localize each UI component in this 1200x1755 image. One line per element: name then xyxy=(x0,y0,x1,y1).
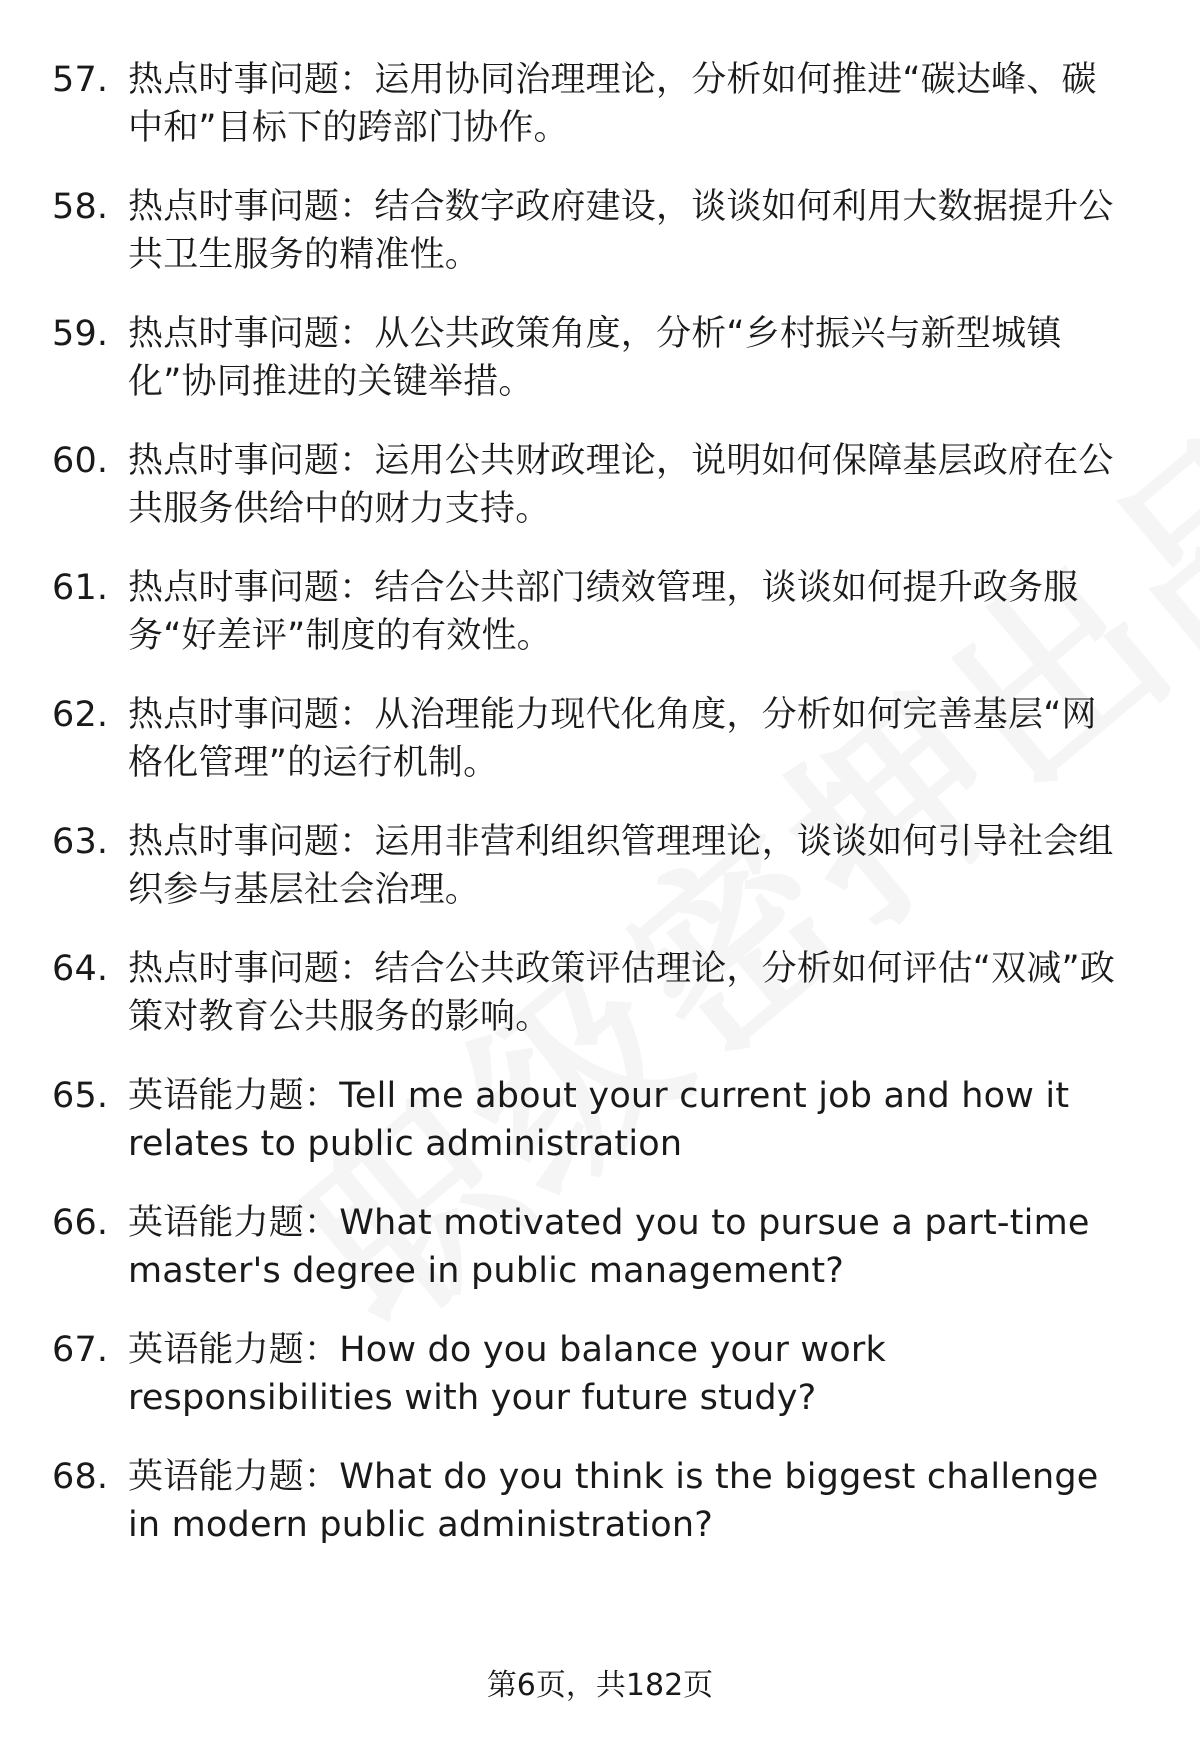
question-number: 57. xyxy=(52,60,109,100)
question-number: 67. xyxy=(52,1330,109,1370)
question-item xyxy=(52,310,1130,406)
question-list xyxy=(52,56,1130,1549)
question-item xyxy=(52,183,1130,279)
question-text: 热点时事问题：从公共政策角度，分析“乡村振兴与新型城镇化”协同推进的关键举措。 xyxy=(128,314,1062,402)
question-text: 热点时事问题：运用公共财政理论，说明如何保障基层政府在公共服务供给中的财力支持。 xyxy=(128,441,1114,529)
question-item xyxy=(52,691,1130,787)
question-number: 62. xyxy=(52,695,109,735)
page-footer: 第6页，共182页 xyxy=(486,1668,714,1703)
question-text: 热点时事问题：结合数字政府建设，谈谈如何利用大数据提升公共卫生服务的精准性。 xyxy=(128,187,1114,275)
question-number: 66. xyxy=(52,1203,109,1243)
question-text: 英语能力题：What motivated you to pursue a part-time master's degree in public management? xyxy=(128,1203,1090,1291)
question-text: 热点时事问题：运用协同治理理论，分析如何推进“碳达峰、碳中和”目标下的跨部门协作。 xyxy=(128,60,1097,148)
question-text: 热点时事问题：结合公共部门绩效管理，谈谈如何提升政务服务“好差评”制度的有效性。 xyxy=(128,568,1079,656)
question-number: 61. xyxy=(52,568,109,608)
question-text: 热点时事问题：从治理能力现代化角度，分析如何完善基层“网格化管理”的运行机制。 xyxy=(128,695,1097,783)
question-item xyxy=(52,1326,1130,1422)
question-number: 64. xyxy=(52,949,109,989)
question-number: 58. xyxy=(52,187,109,227)
question-text: 英语能力题：How do you balance your work responsibilities with your future study? xyxy=(128,1330,886,1418)
question-item xyxy=(52,818,1130,914)
question-item xyxy=(52,437,1130,533)
question-item xyxy=(52,1199,1130,1295)
question-item xyxy=(52,945,1130,1041)
question-item xyxy=(52,564,1130,660)
question-text: 热点时事问题：结合公共政策评估理论，分析如何评估“双减”政策对教育公共服务的影响。 xyxy=(128,949,1116,1037)
question-item xyxy=(52,56,1130,152)
question-number: 68. xyxy=(52,1457,109,1497)
question-number: 59. xyxy=(52,314,109,354)
question-text: 英语能力题：Tell me about your current job and how it relates to public administration xyxy=(128,1076,1070,1164)
question-text: 英语能力题：What do you think is the biggest challenge in modern public administration? xyxy=(128,1457,1099,1545)
question-item xyxy=(52,1072,1130,1168)
question-number: 63. xyxy=(52,822,109,862)
question-text: 热点时事问题：运用非营利组织管理理论，谈谈如何引导社会组织参与基层社会治理。 xyxy=(128,822,1114,910)
question-number: 60. xyxy=(52,441,109,481)
question-number: 65. xyxy=(52,1076,109,1116)
question-item xyxy=(52,1453,1130,1549)
